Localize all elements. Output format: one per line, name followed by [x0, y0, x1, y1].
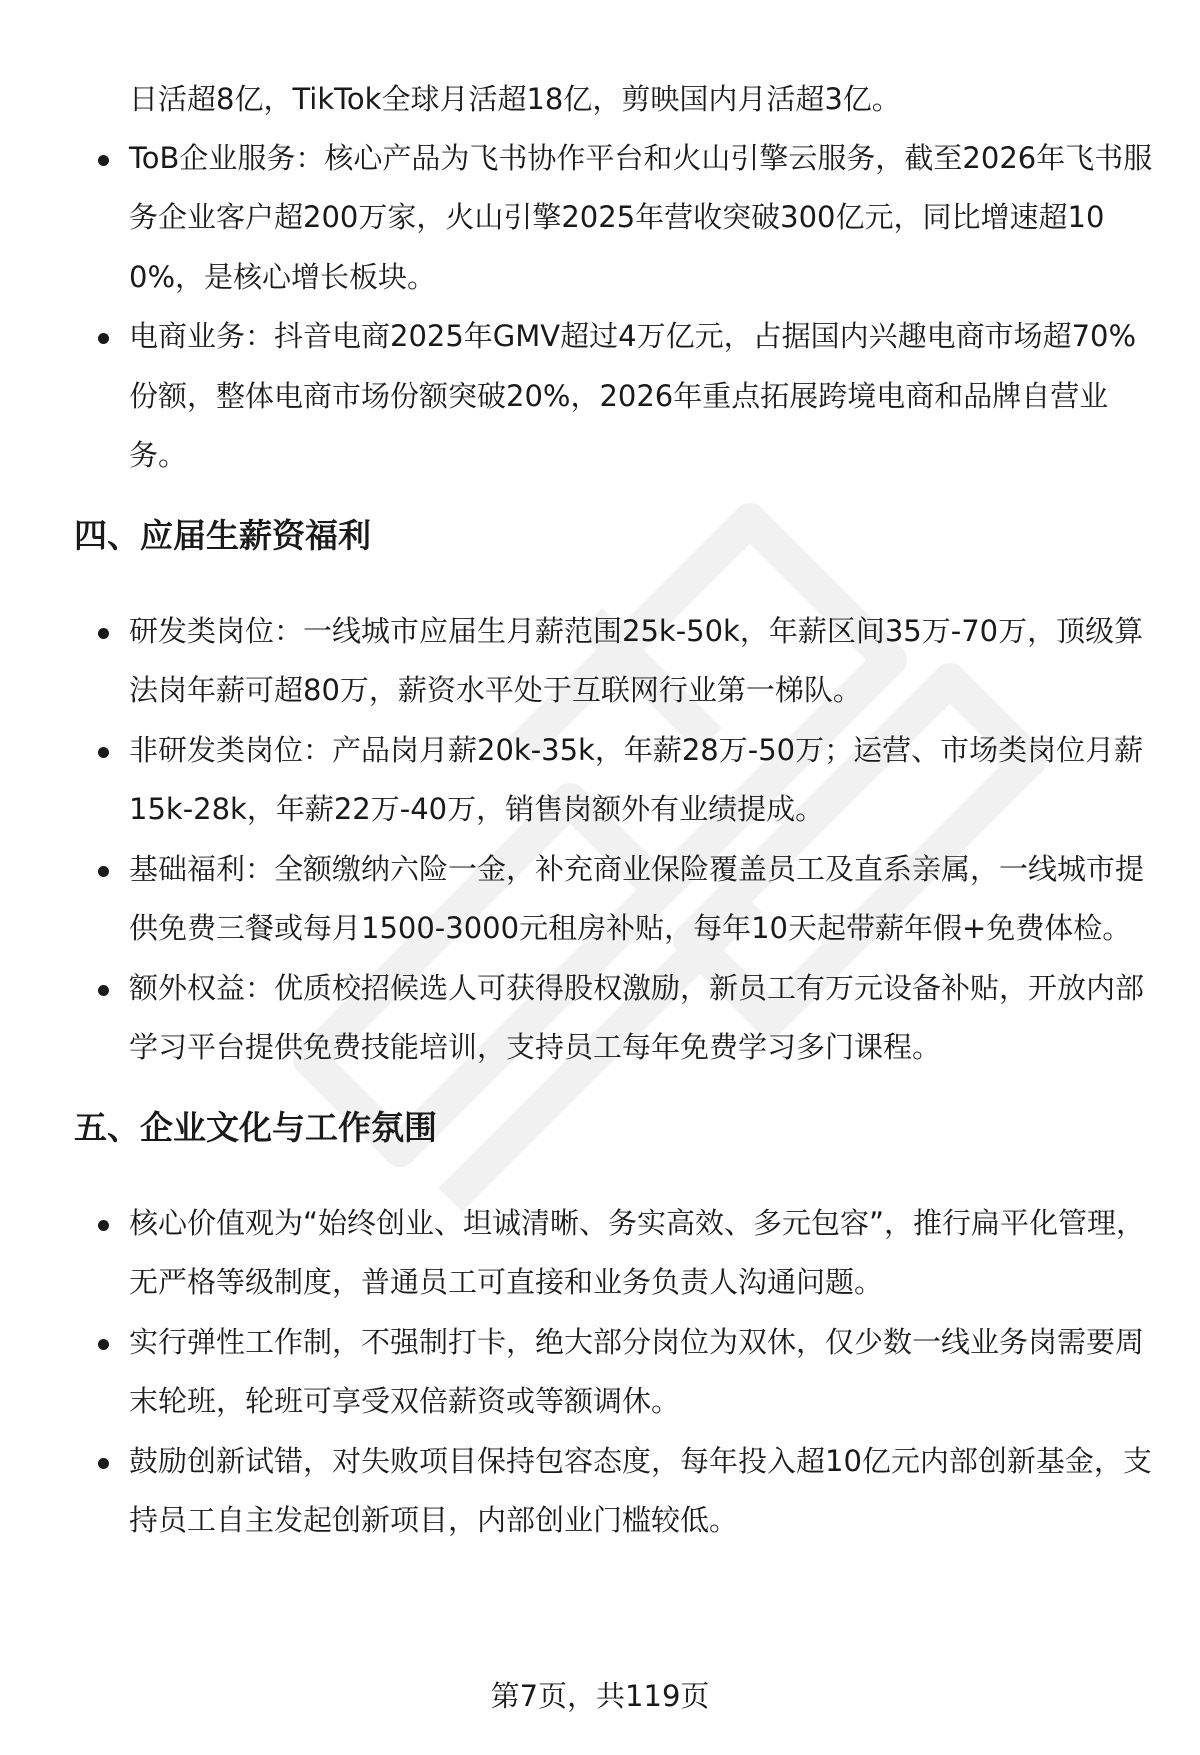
bullet-icon [98, 747, 109, 758]
list-item: 实行弹性工作制，不强制打卡，绝大部分岗位为双休，仅少数一线业务岗需要周末轮班，轮班可享受双倍薪资或等额调休。 [74, 1313, 1154, 1432]
bullet-icon [98, 628, 109, 639]
section-title-salary: 四、应届生薪资福利 [74, 515, 371, 555]
section5-list [74, 1194, 1154, 1551]
page-number: 第7页，共119页 [490, 1679, 710, 1713]
list-item: 鼓励创新试错，对失败项目保持包容态度，每年投入超10亿元内部创新基金，支持员工自主发起创新项目，内部创业门槛较低。 [74, 1432, 1154, 1551]
document-body [74, 70, 1154, 1551]
section3-list [74, 129, 1154, 486]
list-item: 非研发类岗位：产品岗月薪20k-35k，年薪28万-50万；运营、市场类岗位月薪15k-28k，年薪22万-40万，销售岗额外有业绩提成。 [74, 721, 1154, 840]
list-item: 研发类岗位：一线城市应届生月薪范围25k-50k，年薪区间35万-70万，顶级算法岗年薪可超80万，薪资水平处于互联网行业第一梯队。 [74, 602, 1154, 721]
section4-list [74, 602, 1154, 1078]
bullet-icon [98, 866, 109, 877]
section-title-culture: 五、企业文化与工作氛围 [74, 1107, 437, 1147]
bullet-icon [98, 985, 109, 996]
bullet-icon [98, 1339, 109, 1350]
bullet-icon [98, 155, 109, 166]
continuation-text: 日活超8亿，TikTok全球月活超18亿，剪映国内月活超3亿。 [129, 82, 901, 116]
bullet-icon [98, 333, 109, 344]
list-item: 核心价值观为“始终创业、坦诚清晰、务实高效、多元包容”，推行扁平化管理，无严格等级制度，普通员工可直接和业务负责人沟通问题。 [74, 1194, 1154, 1313]
list-item: 基础福利：全额缴纳六险一金，补充商业保险覆盖员工及直系亲属，一线城市提供免费三餐或每月1500-3000元租房补贴，每年10天起带薪年假+免费体检。 [74, 840, 1154, 959]
bullet-icon [98, 1220, 109, 1231]
continuation-paragraph [74, 70, 1154, 130]
list-item: 电商业务：抖音电商2025年GMV超过4万亿元，占据国内兴趣电商市场超70%份额，整体电商市场份额突破20%，2026年重点拓展跨境电商和品牌自营业务。 [74, 307, 1154, 486]
bullet-icon [98, 1458, 109, 1469]
list-item: 额外权益：优质校招候选人可获得股权激励，新员工有万元设备补贴，开放内部学习平台提供免费技能培训，支持员工每年免费学习多门课程。 [74, 959, 1154, 1078]
list-item: ToB企业服务：核心产品为飞书协作平台和火山引擎云服务，截至2026年飞书服务企业客户超200万家，火山引擎2025年营收突破300亿元，同比增速超100%，是核心增长板块。 [74, 129, 1154, 308]
